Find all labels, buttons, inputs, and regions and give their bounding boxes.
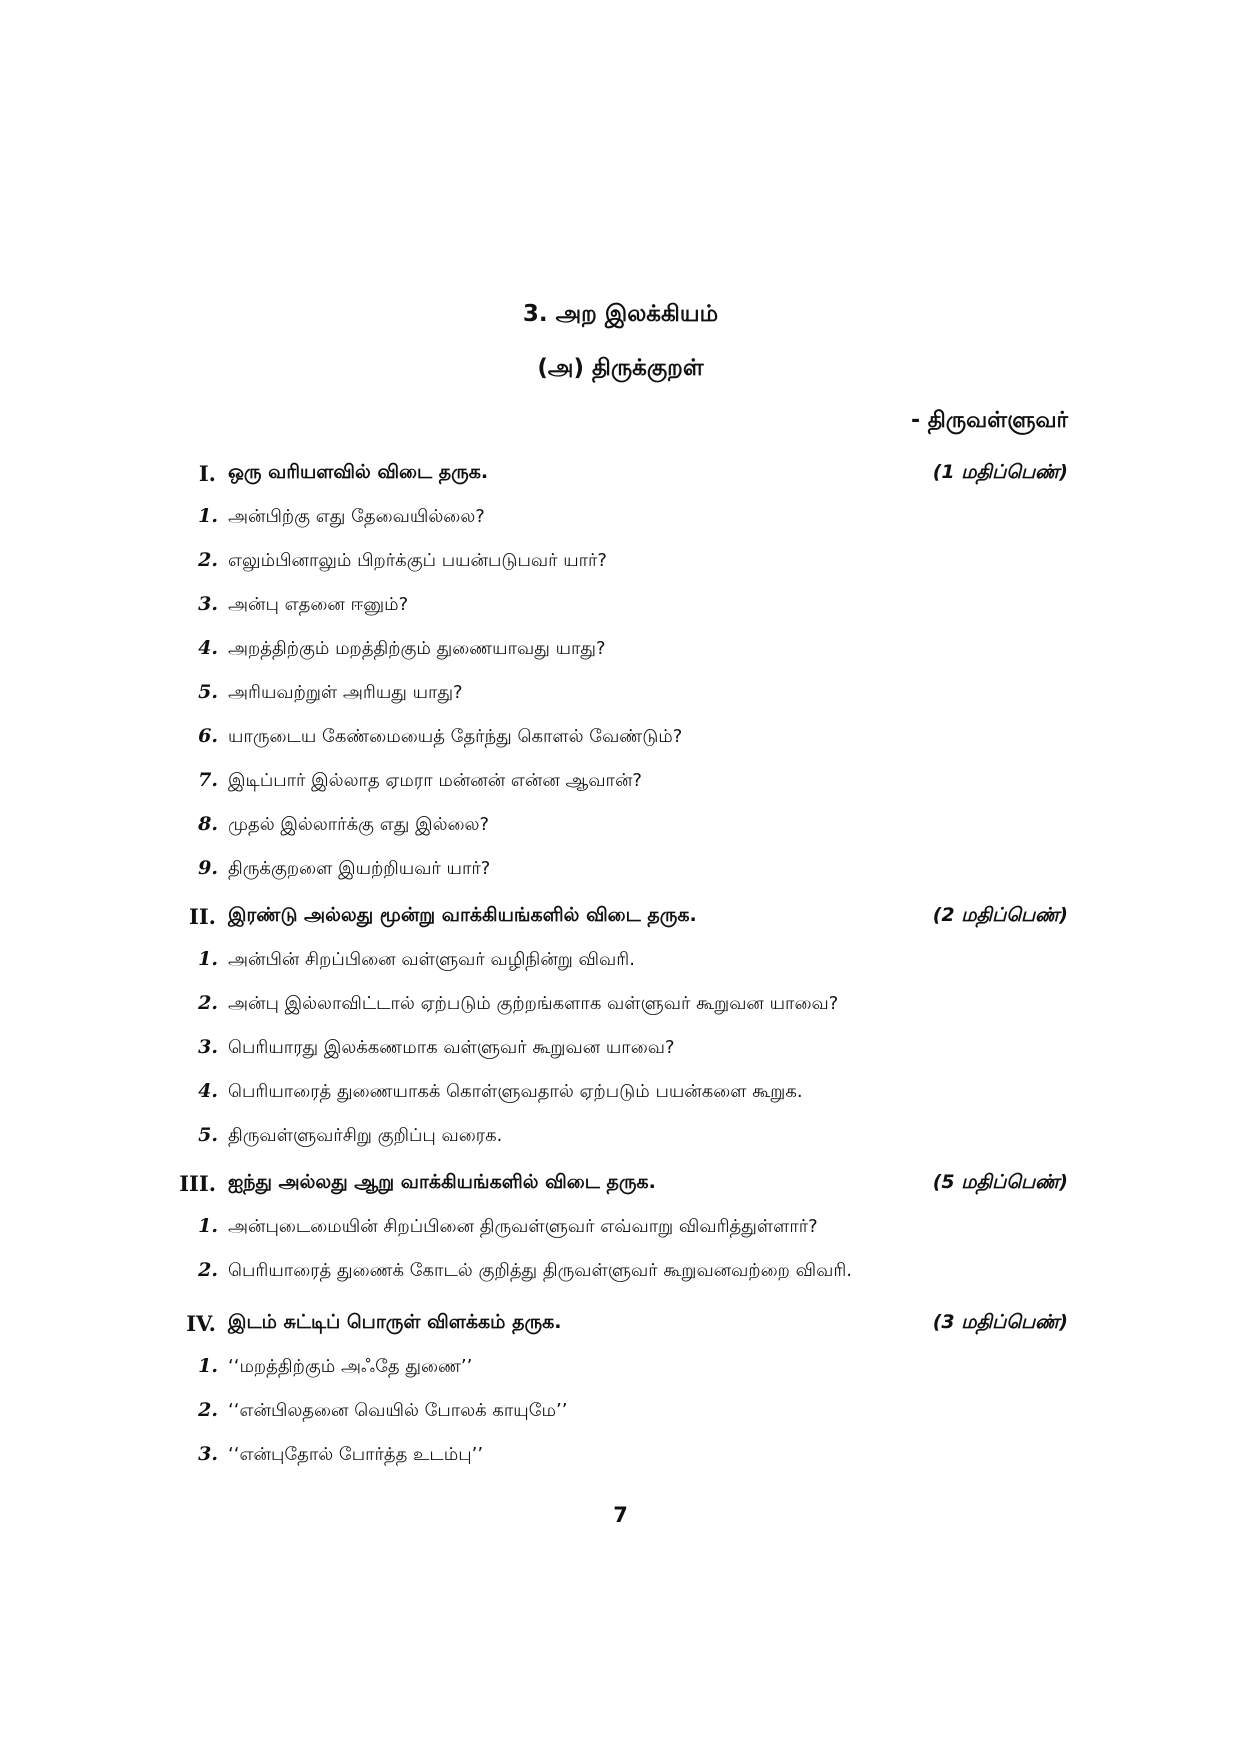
question-text: இடிப்பார் இல்லாத ஏமரா மன்னன் என்ன ஆவான்?: [228, 770, 642, 791]
question-number: 2.: [198, 1399, 218, 1421]
section-instruction: இரண்டு அல்லது மூன்று வாக்கியங்களில் விடை தருக.: [228, 904, 697, 926]
section-number: IV.: [186, 1311, 216, 1336]
section-marks: (2 மதிப்பெண்): [932, 904, 1068, 926]
section-heading: [178, 904, 1068, 936]
question-text: அரியவற்றுள் அரியது யாது?: [228, 682, 463, 703]
question-number: 2.: [198, 1259, 218, 1281]
question-number: 7.: [198, 769, 218, 791]
question-text: பெரியாரைத் துணையாகக் கொள்ளுவதால் ஏற்படும் பயன்களை கூறுக.: [228, 1081, 803, 1102]
question-text: ‘‘என்பிலதனை வெயில் போலக் காயுமே’’: [228, 1400, 568, 1421]
question-text: அன்பு இல்லாவிட்டால் ஏற்படும் குற்றங்களாக வள்ளுவர் கூறுவன யாவை?: [228, 993, 839, 1014]
question-text: பெரியாரைத் துணைக் கோடல் குறித்து திருவள்ளுவர் கூறுவனவற்றை விவரி.: [228, 1260, 852, 1281]
section-number: II.: [189, 904, 216, 929]
section-marks: (1 மதிப்பெண்): [932, 461, 1068, 483]
section-marks: (5 மதிப்பெண்): [932, 1171, 1068, 1193]
section-marks: (3 மதிப்பெண்): [932, 1311, 1068, 1333]
question-text: யாருடைய கேண்மையைத் தேர்ந்து கொளல் வேண்டும்?: [228, 726, 683, 747]
question-text: எலும்பினாலும் பிறர்க்குப் பயன்படுபவர் யார்?: [228, 550, 607, 571]
question-number: 1.: [198, 505, 218, 527]
question-text: பெரியாரது இலக்கணமாக வள்ளுவர் கூறுவன யாவை?: [228, 1037, 675, 1058]
author-name: - திருவள்ளுவர்: [910, 408, 1068, 433]
question-number: 8.: [198, 813, 218, 835]
page-number: 7: [613, 1503, 628, 1527]
question-number: 6.: [198, 725, 218, 747]
question-text: ‘‘என்புதோல் போர்த்த உடம்பு’’: [228, 1444, 484, 1465]
question-text: அன்புடைமையின் சிறப்பினை திருவள்ளுவர் எவ்வாறு விவரித்துள்ளார்?: [228, 1216, 818, 1237]
question-number: 5.: [198, 681, 218, 703]
question-number: 1.: [198, 1355, 218, 1377]
section-number: I.: [198, 461, 216, 486]
question-text: அன்பின் சிறப்பினை வள்ளுவர் வழிநின்று விவரி.: [228, 949, 635, 970]
section-instruction: ஐந்து அல்லது ஆறு வாக்கியங்களில் விடை தருக.: [228, 1171, 656, 1193]
question-number: 4.: [198, 1080, 218, 1102]
question-text: திருவள்ளுவர்சிறு குறிப்பு வரைக.: [228, 1125, 503, 1146]
section-instruction: இடம் சுட்டிப் பொருள் விளக்கம் தருக.: [228, 1311, 562, 1333]
question-number: 2.: [198, 549, 218, 571]
question-number: 3.: [198, 1036, 218, 1058]
question-text: ‘‘மறத்திற்கும் அஃதே துணை’’: [228, 1356, 473, 1377]
question-number: 9.: [198, 857, 218, 879]
question-number: 5.: [198, 1124, 218, 1146]
chapter-subtitle: (அ) திருக்குறள்: [537, 355, 704, 381]
question-number: 3.: [198, 1443, 218, 1465]
question-text: முதல் இல்லார்க்கு எது இல்லை?: [228, 814, 490, 835]
question-number: 1.: [198, 948, 218, 970]
question-number: 3.: [198, 593, 218, 615]
question-number: 1.: [198, 1215, 218, 1237]
question-text: அன்பிற்கு எது தேவையில்லை?: [228, 506, 485, 527]
section-heading: [178, 461, 1068, 493]
chapter-title: 3. அற இலக்கியம்: [522, 301, 719, 327]
section-number: III.: [179, 1171, 216, 1196]
question-text: திருக்குறளை இயற்றியவர் யார்?: [228, 858, 491, 879]
question-number: 2.: [198, 992, 218, 1014]
section-heading: [178, 1311, 1068, 1343]
question-text: அன்பு எதனை ஈனும்?: [228, 594, 409, 615]
section-instruction: ஒரு வரியளவில் விடை தருக.: [228, 461, 489, 483]
question-number: 4.: [198, 637, 218, 659]
section-heading: [178, 1171, 1068, 1203]
question-text: அறத்திற்கும் மறத்திற்கும் துணையாவது யாது?: [228, 638, 606, 659]
